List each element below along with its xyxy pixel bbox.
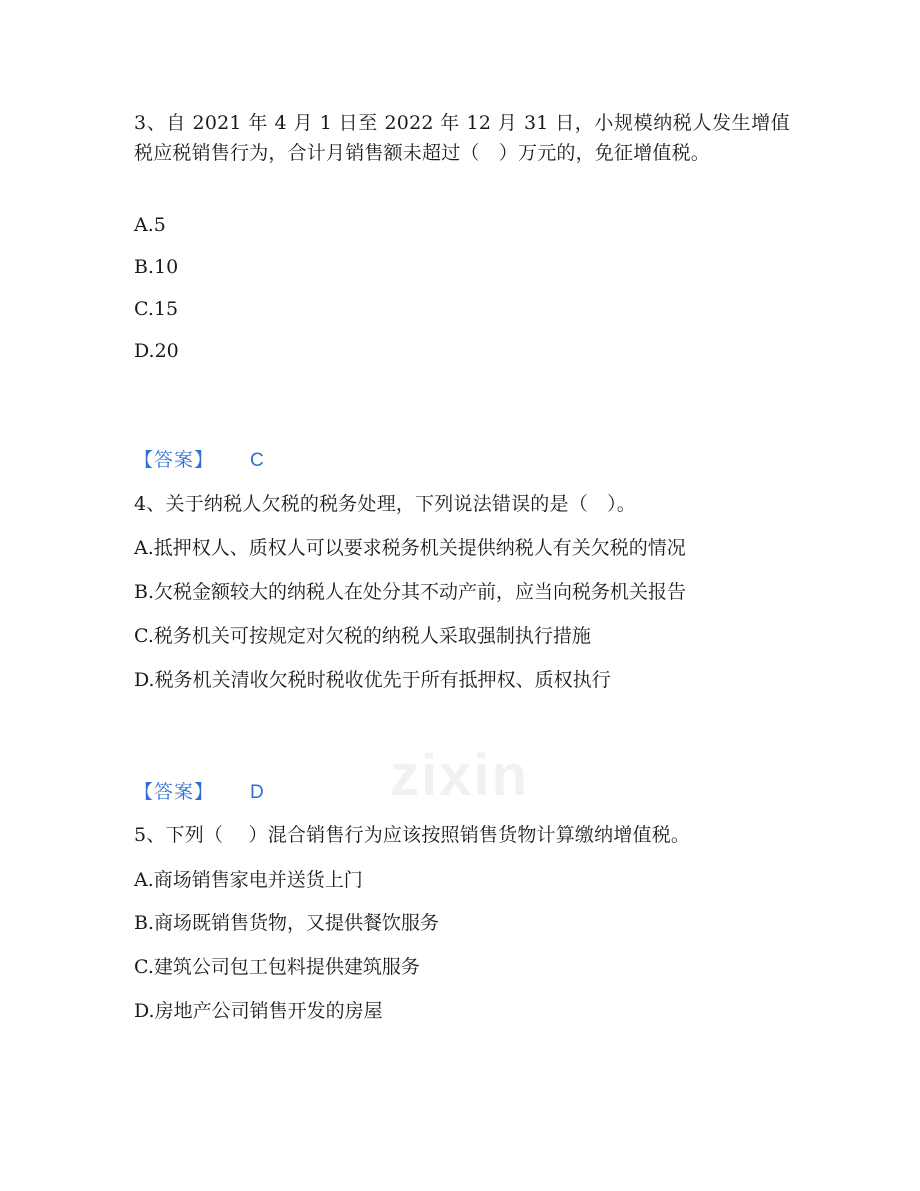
question-3-option-a: A.5 [134, 214, 166, 236]
answer-tag: 【答案】 [134, 449, 215, 471]
answer-row-1 [134, 447, 264, 474]
question-4-option-d: D.税务机关清收欠税时税收优先于所有抵押权、质权执行 [134, 669, 611, 691]
question-3-option-c: C.15 [134, 298, 179, 320]
answer-value: C [250, 450, 264, 471]
question-5-text: 5、下列（ ）混合销售行为应该按照销售货物计算缴纳增值税。 [134, 824, 691, 846]
question-5-option-d: D.房地产公司销售开发的房屋 [134, 1000, 383, 1022]
answer-tag: 【答案】 [134, 781, 215, 803]
question-3-text: 3、自 2021 年 4 月 1 日至 2022 年 12 月 31 日，小规模纳税人发生增值税应税销售行为，合计月销售额未超过（ ）万元的，免征增值税。 [134, 112, 790, 164]
question-3-option-d: D.20 [134, 340, 179, 362]
question-5-option-c: C.建筑公司包工包料提供建筑服务 [134, 956, 420, 978]
question-4-option-a: A.抵押权人、质权人可以要求税务机关提供纳税人有关欠税的情况 [134, 537, 686, 559]
watermark: zixin [390, 743, 529, 808]
question-5-option-b: B.商场既销售货物，又提供餐饮服务 [134, 912, 440, 934]
question-4-option-c: C.税务机关可按规定对欠税的纳税人采取强制执行措施 [134, 625, 591, 647]
question-3-option-b: B.10 [134, 256, 179, 278]
answer-row-2 [134, 779, 264, 806]
question-4-option-b: B.欠税金额较大的纳税人在处分其不动产前，应当向税务机关报告 [134, 581, 687, 603]
question-5-option-a: A.商场销售家电并送货上门 [134, 869, 363, 891]
answer-value: D [250, 782, 264, 803]
question-4-text: 4、关于纳税人欠税的税务处理，下列说法错误的是（ ）。 [134, 493, 636, 515]
